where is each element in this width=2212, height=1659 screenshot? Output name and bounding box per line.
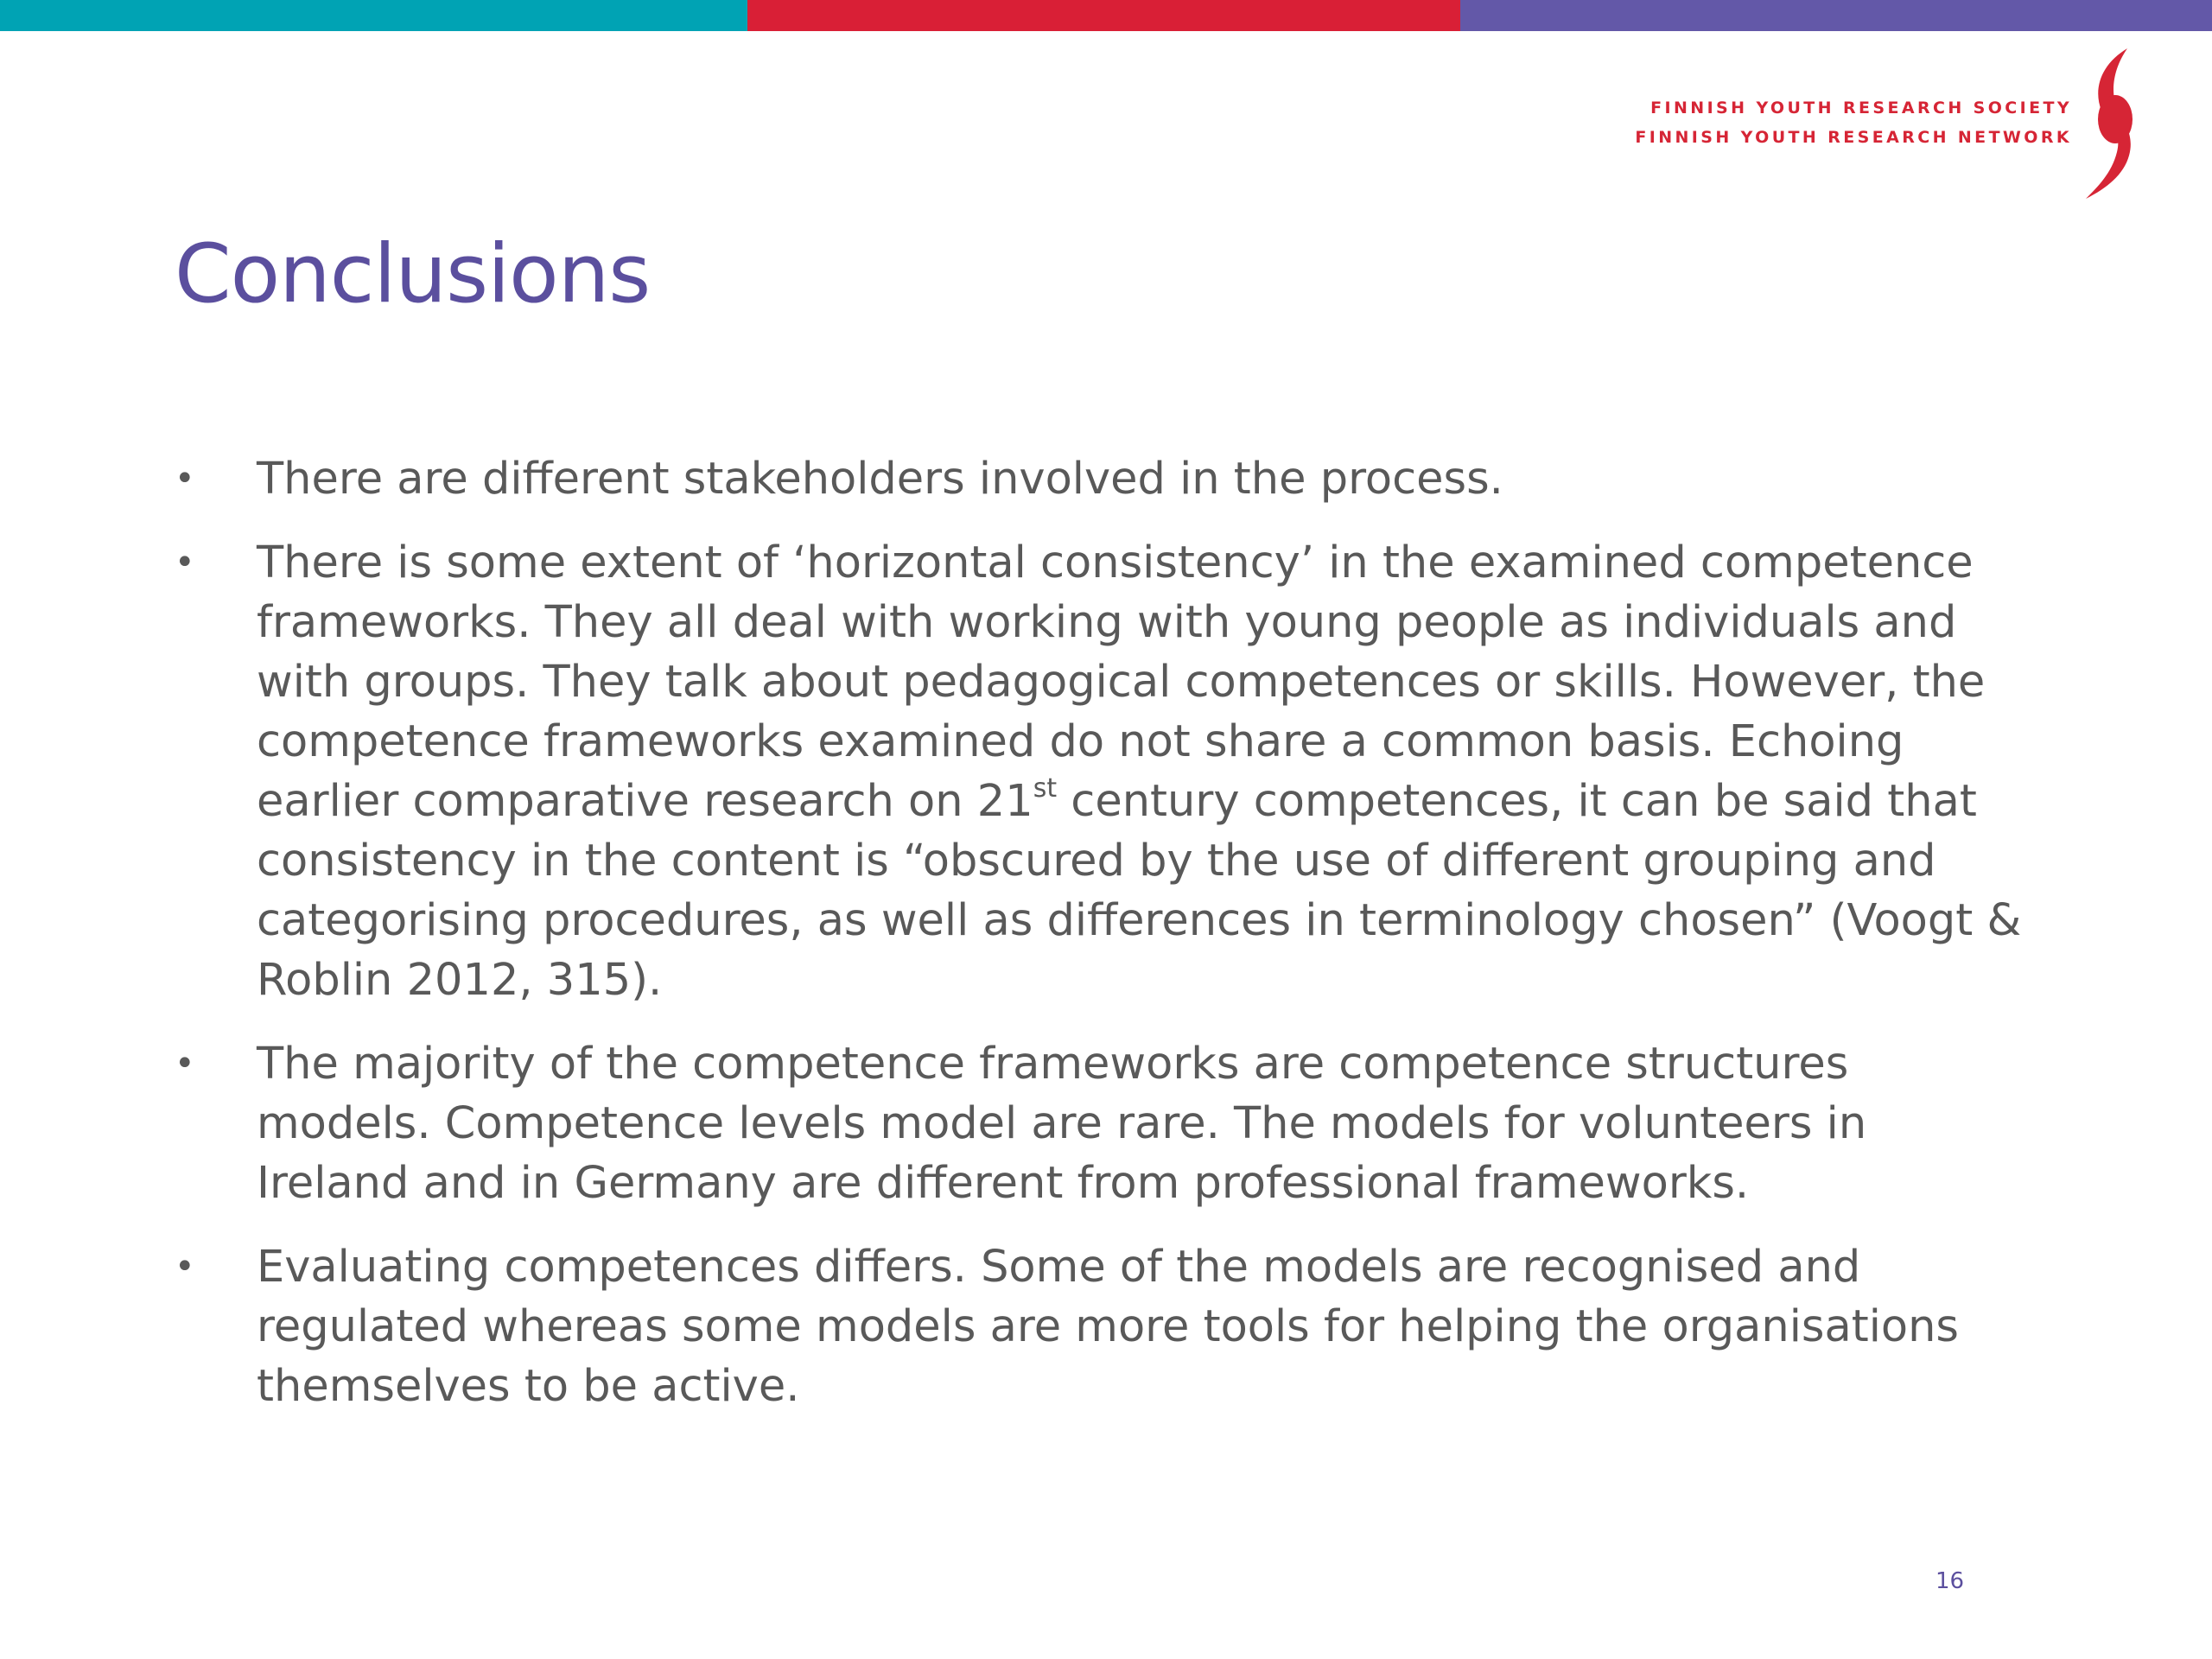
logo-swirl-dot <box>2098 95 2133 143</box>
top-color-bar <box>0 0 2212 31</box>
bullet-marker: • <box>175 543 195 582</box>
top-bar-red-segment <box>747 0 1460 31</box>
logo-line-network: FINNISH YOUTH RESEARCH NETWORK <box>1635 128 2072 147</box>
bullet-text: Evaluating competences differs. Some of the models are recognised and regulated whereas some models are more tools for helping the organisations themselves to be active. <box>257 1242 1959 1412</box>
bullet-text: There are different stakeholders involved in the process. <box>257 454 1503 505</box>
logo-line-society: FINNISH YOUTH RESEARCH SOCIETY <box>1650 99 2072 118</box>
organization-logo <box>1555 45 2212 200</box>
top-bar-teal-segment <box>0 0 747 31</box>
bullet-item-evaluating-competences <box>164 1237 2022 1416</box>
slide-title: Conclusions <box>175 227 651 321</box>
bullet-text <box>257 537 2021 1006</box>
bullet-item-framework-models <box>164 1034 2022 1213</box>
bullet-marker: • <box>175 459 195 499</box>
ordinal-superscript: st <box>1033 773 1058 804</box>
bullet-marker: • <box>175 1044 195 1084</box>
bullet-text: The majority of the competence frameworks are competence structures models. Competence levels model are rare. The models for volunteers in Ireland and in Germany are different from professional frameworks. <box>257 1039 1867 1209</box>
bullet-text-part-before: There is some extent of ‘horizontal consistency’ in the examined competence frameworks. They all deal with working with young people as individuals and with groups. They talk about pedagogical competences or skills. However, the competence frameworks examined do not share a common basis. Echoing earlier comparative research on 21 <box>257 537 1986 827</box>
red-swirl-logo-icon <box>2082 45 2143 200</box>
bullet-item-horizontal-consistency <box>164 533 2022 1010</box>
top-bar-purple-segment <box>1460 0 2212 31</box>
bullet-item-stakeholders <box>164 449 2022 509</box>
page-number: 16 <box>1936 1568 1965 1594</box>
bullet-marker: • <box>175 1247 195 1287</box>
bullet-text-part-after: century competences, it can be said that consistency in the content is “obscured by the use of different grouping and categorising procedures, as well as differences in terminology chosen” (Voogt & Roblin 2012, 315). <box>257 776 2022 1006</box>
logo-text <box>1635 93 2072 152</box>
bullet-list <box>164 449 2022 1440</box>
